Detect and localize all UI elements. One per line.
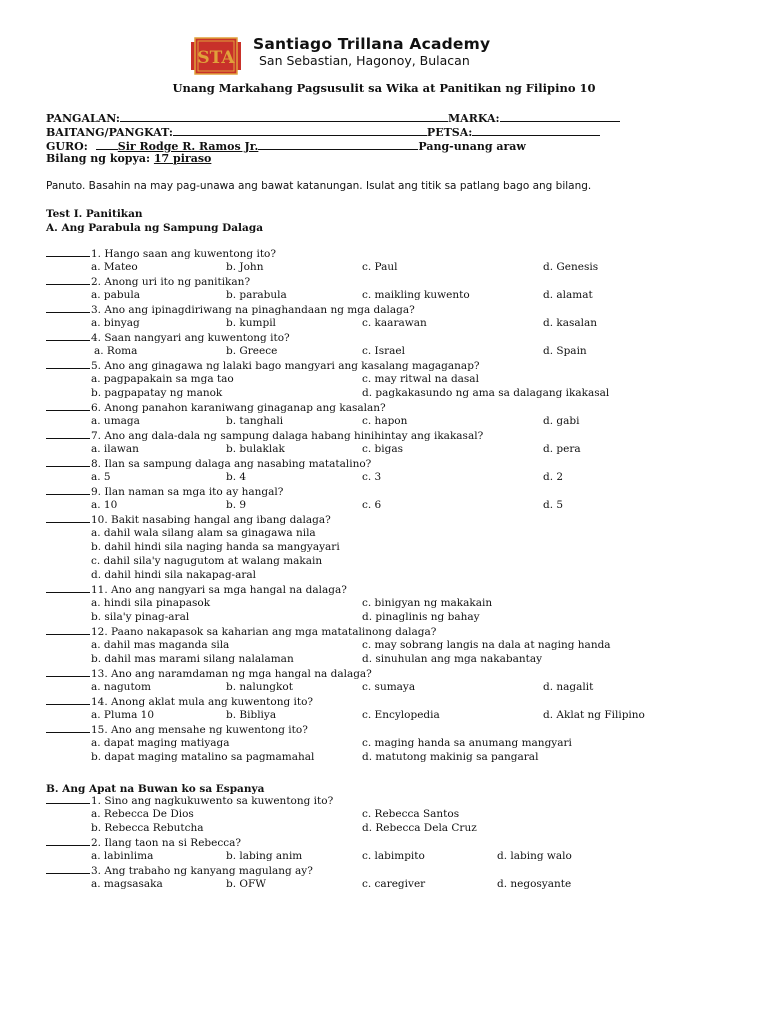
section-a-question-15 bbox=[46, 722, 308, 737]
info-row-teacher bbox=[46, 138, 526, 153]
petsa-field[interactable] bbox=[472, 124, 600, 136]
section-b-question-2 bbox=[46, 835, 241, 850]
section-a-question-7 bbox=[46, 428, 483, 443]
test-title: Test I. Panitikan bbox=[46, 208, 143, 220]
answer-blank[interactable] bbox=[46, 624, 90, 635]
choice-option: d. pinaglinis ng bahay bbox=[362, 611, 480, 623]
choice-option: a. Mateo bbox=[91, 261, 138, 273]
choice-option: c. labimpito bbox=[362, 850, 425, 862]
choice-option: a. dapat maging matiyaga bbox=[91, 737, 230, 749]
info-row-section bbox=[46, 124, 600, 139]
choice-option: c. 3 bbox=[362, 471, 382, 483]
choice-option: d. negosyante bbox=[497, 878, 572, 890]
school-address: San Sebastian, Hagonoy, Bulacan bbox=[259, 53, 470, 68]
section-b-question-3 bbox=[46, 863, 313, 878]
answer-blank[interactable] bbox=[46, 302, 90, 313]
section-a-question-6 bbox=[46, 400, 386, 415]
choice-option: c. may ritwal na dasal bbox=[362, 373, 479, 385]
question-text: 3. Ang trabaho ng kanyang magulang ay? bbox=[91, 865, 313, 877]
question-text: 10. Bakit nasabing hangal ang ibang dalaga? bbox=[91, 514, 331, 526]
choice-option: a. nagutom bbox=[91, 681, 151, 693]
question-text: 11. Ano ang nangyari sa mga hangal na dalaga? bbox=[91, 584, 347, 596]
choice-option: c. maging handa sa anumang mangyari bbox=[362, 737, 572, 749]
question-text: 13. Ano ang naramdaman ng mga hangal na dalaga? bbox=[91, 668, 372, 680]
choice-option: a. Pluma 10 bbox=[91, 709, 155, 721]
section-a-question-8 bbox=[46, 456, 371, 471]
choice-option: a. magsasaka bbox=[91, 878, 163, 890]
choice-option: c. Paul bbox=[362, 261, 398, 273]
answer-blank[interactable] bbox=[46, 330, 90, 341]
section-b-title: B. Ang Apat na Buwan ko sa Espanya bbox=[46, 783, 265, 795]
section-a-question-4 bbox=[46, 330, 290, 345]
kopya-label: Bilang ng kopya: bbox=[46, 152, 151, 165]
choice-option: a. Rebecca De Dios bbox=[91, 808, 194, 820]
araw-value: Pang-unang araw bbox=[418, 140, 526, 153]
answer-blank[interactable] bbox=[46, 512, 90, 523]
choice-option: a. pagpapakain sa mga tao bbox=[91, 373, 234, 385]
answer-blank[interactable] bbox=[46, 835, 90, 846]
svg-text:STA: STA bbox=[197, 48, 235, 68]
question-text: 8. Ilan sa sampung dalaga ang nasabing matatalino? bbox=[91, 458, 372, 470]
choice-option: b. kumpil bbox=[226, 317, 276, 329]
choice-option: d. Aklat ng Filipino bbox=[543, 709, 645, 721]
question-text: 3. Ano ang ipinagdiriwang na pinaghandaan ng mga dalaga? bbox=[91, 304, 415, 316]
choice-option: d. pagkakasundo ng ama sa dalagang ikakasal bbox=[362, 387, 610, 399]
section-b-question-1 bbox=[46, 793, 333, 808]
choice-option: a. labinlima bbox=[91, 850, 154, 862]
choice-option: b. OFW bbox=[226, 878, 267, 890]
choice-option: c. binigyan ng makakain bbox=[362, 597, 493, 609]
choice-option: d. Genesis bbox=[543, 261, 599, 273]
choice-option: c. Encylopedia bbox=[362, 709, 440, 721]
answer-blank[interactable] bbox=[46, 246, 90, 257]
choice-option: c. kaarawan bbox=[362, 317, 427, 329]
answer-blank[interactable] bbox=[46, 582, 90, 593]
choice-option: a. 5 bbox=[91, 471, 111, 483]
section-a-question-2 bbox=[46, 274, 250, 289]
choice-option: b. John bbox=[226, 261, 264, 273]
choice-option: a. pabula bbox=[91, 289, 141, 301]
choice-option: c. hapon bbox=[362, 415, 408, 427]
pangalan-label: PANGALAN: bbox=[46, 112, 120, 125]
choice-option: a. ilawan bbox=[91, 443, 139, 455]
section-a-question-10 bbox=[46, 512, 331, 527]
marka-label: MARKA: bbox=[447, 112, 500, 125]
choice-option: b. Greece bbox=[226, 345, 278, 357]
answer-blank[interactable] bbox=[46, 863, 90, 874]
choice-option: a. binyag bbox=[91, 317, 140, 329]
question-text: 2. Ilang taon na si Rebecca? bbox=[91, 837, 241, 849]
section-a-question-3 bbox=[46, 302, 415, 317]
choice-option: b. parabula bbox=[226, 289, 287, 301]
choice-option: c. maikling kuwento bbox=[362, 289, 470, 301]
school-logo bbox=[191, 36, 241, 76]
question-text: 1. Sino ang nagkukuwento sa kuwentong ito? bbox=[91, 795, 334, 807]
exam-title: Unang Markahang Pagsusulit sa Wika at Panitikan ng Filipino 10 bbox=[172, 81, 596, 95]
guro-label: GURO: bbox=[46, 140, 88, 153]
section-a-question-5 bbox=[46, 358, 480, 373]
pangalan-field[interactable] bbox=[120, 110, 448, 122]
question-text: 2. Anong uri ito ng panitikan? bbox=[91, 276, 251, 288]
answer-blank[interactable] bbox=[46, 484, 90, 495]
choice-option: d. matutong makinig sa pangaral bbox=[362, 751, 539, 763]
choice-option: a. hindi sila pinapasok bbox=[91, 597, 211, 609]
instructions: Panuto. Basahin na may pag-unawa ang bawat katanungan. Isulat ang titik sa patlang bago ang bilang. bbox=[46, 180, 592, 192]
choice-option: a. dahil mas maganda sila bbox=[91, 639, 230, 651]
question-text: 14. Anong aklat mula ang kuwentong ito? bbox=[91, 696, 314, 708]
question-text: 4. Saan nangyari ang kuwentong ito? bbox=[91, 332, 290, 344]
choice-option: c. may sobrang langis na dala at naging handa bbox=[362, 639, 611, 651]
choice-option: d. 2 bbox=[543, 471, 564, 483]
choice-option: a. 10 bbox=[91, 499, 118, 511]
choice-option: b. Rebecca Rebutcha bbox=[91, 822, 204, 834]
choice-option: c. 6 bbox=[362, 499, 382, 511]
choice-option: b. Bibliya bbox=[226, 709, 277, 721]
choice-option: d. 5 bbox=[543, 499, 564, 511]
choice-option: d. labing walo bbox=[497, 850, 572, 862]
choice-option: b. nalungkot bbox=[226, 681, 293, 693]
choice-option: c. sumaya bbox=[362, 681, 416, 693]
choice-option: d. dahil hindi sila nakapag-aral bbox=[91, 569, 256, 581]
section-a-question-9 bbox=[46, 484, 283, 499]
question-text: 5. Ano ang ginagawa ng lalaki bago mangyari ang kasalang magaganap? bbox=[91, 360, 480, 372]
section-a-question-11 bbox=[46, 582, 347, 597]
question-text: 12. Paano nakapasok sa kaharian ang mga matatalinong dalaga? bbox=[91, 626, 437, 638]
choice-option: d. pera bbox=[543, 443, 581, 455]
choice-option: a. Roma bbox=[94, 345, 138, 357]
answer-blank[interactable] bbox=[46, 274, 90, 285]
choice-option: b. 4 bbox=[226, 471, 247, 483]
section-a-question-12 bbox=[46, 624, 436, 639]
baitang-label: BAITANG/PANGKAT: bbox=[46, 126, 173, 139]
choice-option: c. caregiver bbox=[362, 878, 426, 890]
choice-option: b. tanghali bbox=[226, 415, 284, 427]
question-text: 15. Ano ang mensahe ng kuwentong ito? bbox=[91, 724, 308, 736]
choice-option: c. bigas bbox=[362, 443, 404, 455]
question-text: 7. Ano ang dala-dala ng sampung dalaga habang hinihintay ang ikakasal? bbox=[91, 430, 484, 442]
petsa-label: PETSA: bbox=[426, 126, 473, 139]
answer-blank[interactable] bbox=[46, 793, 90, 804]
answer-blank[interactable] bbox=[46, 722, 90, 733]
choice-option: c. Rebecca Santos bbox=[362, 808, 460, 820]
choice-option: b. dapat maging matalino sa pagmamahal bbox=[91, 751, 315, 763]
question-text: 1. Hango saan ang kuwentong ito? bbox=[91, 248, 276, 260]
choice-option: b. pagpapatay ng manok bbox=[91, 387, 223, 399]
school-name: Santiago Trillana Academy bbox=[253, 35, 491, 53]
choice-option: d. nagalit bbox=[543, 681, 594, 693]
choice-option: b. 9 bbox=[226, 499, 247, 511]
choice-option: d. Rebecca Dela Cruz bbox=[362, 822, 477, 834]
answer-blank[interactable] bbox=[46, 428, 90, 439]
choice-option: a. umaga bbox=[91, 415, 140, 427]
baitang-field[interactable] bbox=[173, 124, 427, 136]
section-a-question-1 bbox=[46, 246, 276, 261]
question-text: 6. Anong panahon karaniwang ginaganap ang kasalan? bbox=[91, 402, 386, 414]
choice-option: a. dahil wala silang alam sa ginagawa nila bbox=[91, 527, 316, 539]
choice-option: b. dahil hindi sila naging handa sa mangyayari bbox=[91, 541, 340, 553]
choice-option: b. labing anim bbox=[226, 850, 303, 862]
answer-blank[interactable] bbox=[46, 456, 90, 467]
question-text: 9. Ilan naman sa mga ito ay hangal? bbox=[91, 486, 284, 498]
choice-option: b. bulaklak bbox=[226, 443, 285, 455]
choice-option: d. alamat bbox=[543, 289, 593, 301]
info-row-name bbox=[46, 110, 620, 125]
guro-value: Sir Rodge R. Ramos Jr. bbox=[117, 140, 259, 153]
answer-blank[interactable] bbox=[46, 694, 90, 705]
info-row-copies bbox=[46, 152, 211, 165]
answer-blank[interactable] bbox=[46, 400, 90, 411]
choice-option: b. dahil mas marami silang nalalaman bbox=[91, 653, 294, 665]
choice-option: c. dahil sila'y nagugutom at walang makain bbox=[91, 555, 323, 567]
kopya-value: 17 piraso bbox=[153, 152, 212, 165]
choice-option: d. Spain bbox=[543, 345, 587, 357]
section-a-title: A. Ang Parabula ng Sampung Dalaga bbox=[46, 222, 263, 234]
answer-blank[interactable] bbox=[46, 666, 90, 677]
choice-option: d. sinuhulan ang mga nakabantay bbox=[362, 653, 543, 665]
choice-option: d. gabi bbox=[543, 415, 580, 427]
section-a-question-14 bbox=[46, 694, 313, 709]
choice-option: b. sila'y pinag-aral bbox=[91, 611, 190, 623]
marka-field[interactable] bbox=[500, 110, 620, 122]
answer-blank[interactable] bbox=[46, 358, 90, 369]
choice-option: c. Israel bbox=[362, 345, 405, 357]
choice-option: d. kasalan bbox=[543, 317, 598, 329]
section-a-question-13 bbox=[46, 666, 372, 681]
